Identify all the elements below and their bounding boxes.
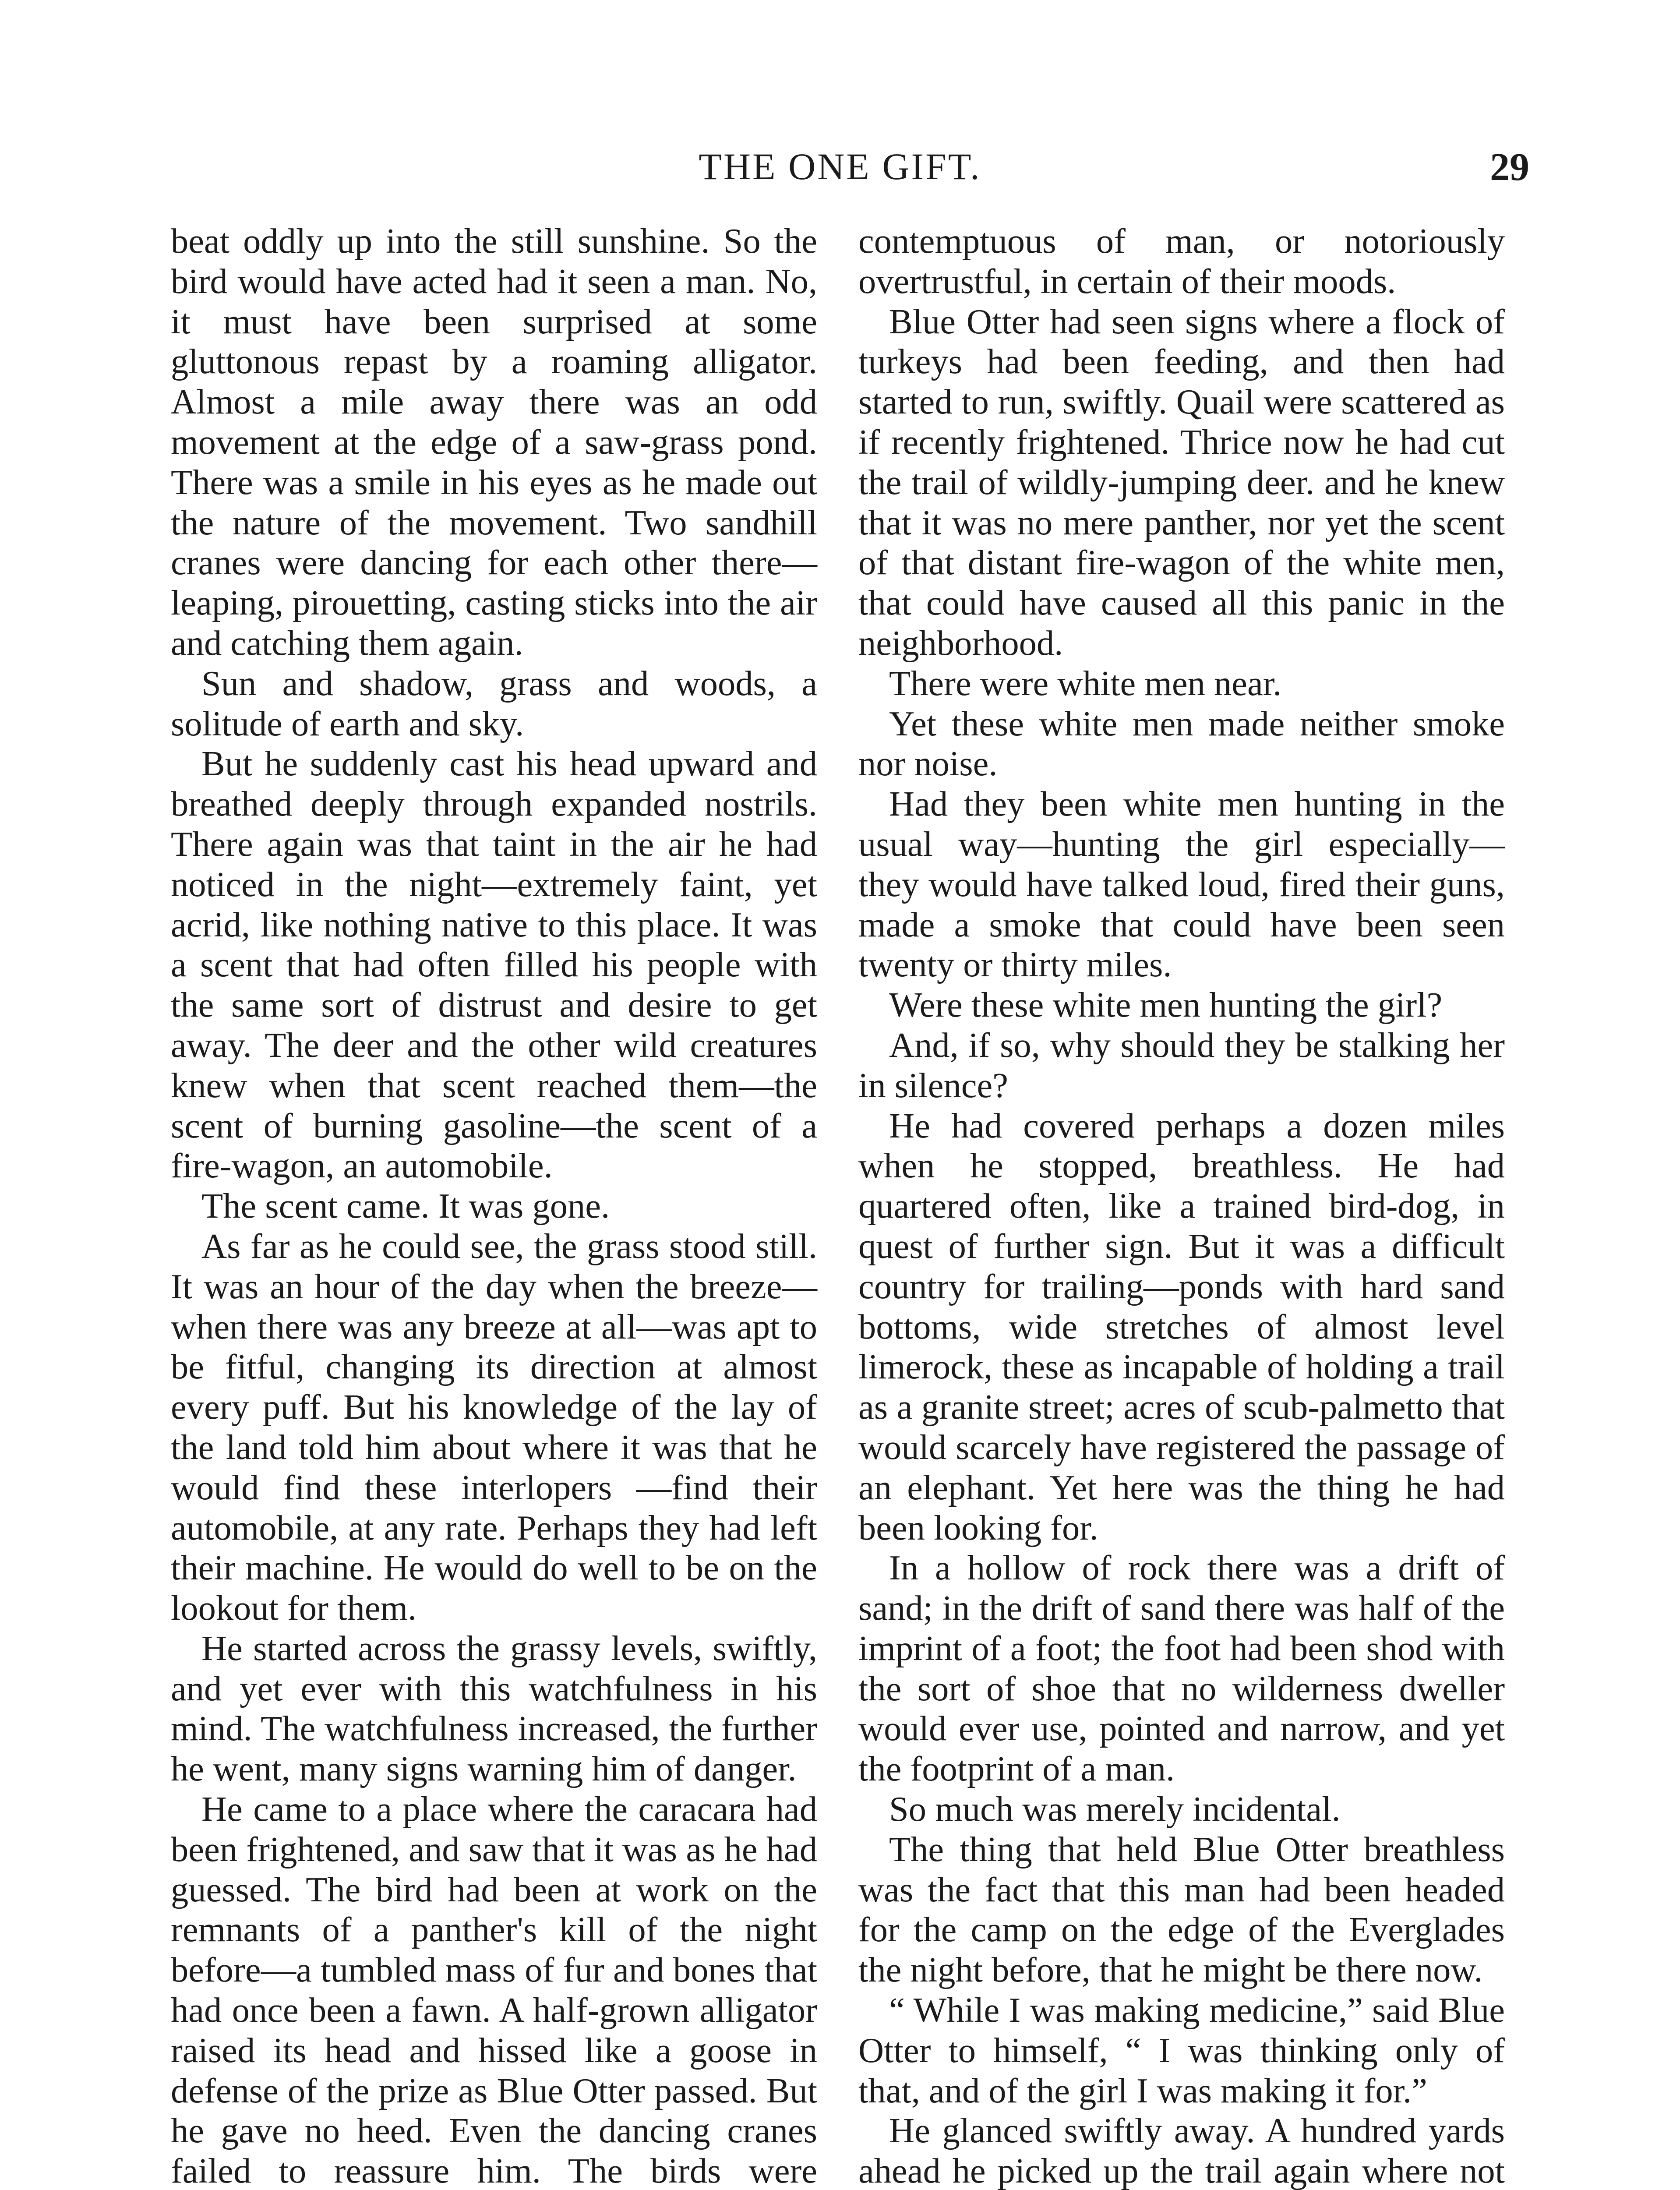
paragraph: As far as he could see, the grass stood still. It was an hour of the day when the breeze—when there was any breeze at all—was apt to be fitful, changing its direction at almost every puff. But his knowledge of the lay of the land told him about where it was that he would find these interlopers —find their automobile, at any rate. Perhaps they had left their machine. He would do well to be on the lookout for them. <box>171 1226 817 1628</box>
paragraph: Yet these white men made neither smoke nor noise. <box>858 704 1505 784</box>
paragraph: Sun and shadow, grass and woods, a solitude of earth and sky. <box>171 664 817 743</box>
paragraph: The thing that held Blue Otter breathless was the fact that this man had been headed for the camp on the edge of the Everglades the night before, that he might be there now. <box>858 1830 1505 1990</box>
paragraph: But he suddenly cast his head upward and breathed deeply through expanded nostrils. There again was that taint in the air he had noticed in the night—extremely faint, yet acrid, like nothing native to this place. It was a scent that had often filled his people with the same sort of distrust and desire to get away. The deer and the other wild creatures knew when that scent reached them—the scent of burning gasoline—the scent of a fire-wagon, an automobile. <box>171 744 817 1186</box>
left-column <box>171 221 817 2190</box>
running-title: THE ONE GIFT. <box>699 145 981 187</box>
paragraph: And, if so, why should they be stalking her in silence? <box>858 1025 1505 1105</box>
paragraph: He glanced swiftly away. A hundred yards ahead he picked up the trail again where not <box>858 2111 1505 2190</box>
right-column <box>858 221 1505 2190</box>
paragraph: Had they been white men hunting in the usual way—hunting the girl especially— they would have talked loud, fired their guns, made a smoke that could have been seen twenty or thirty miles. <box>858 784 1505 985</box>
paragraph: Were these white men hunting the girl? <box>889 986 1443 1025</box>
paragraph: beat oddly up into the still sunshine. So the bird would have acted had it seen a man. No, it must have been surprised at some gluttonous repast by a roaming alligator. Almost a mile away there was an odd movement at the edge of a saw-grass pond. There was a smile in his eyes as he made out the nature of the movement. Two sandhill cranes were dancing for each other there—leaping, pirouetting, casting sticks into the air and catching them again. <box>171 222 817 663</box>
paragraph: There were white men near. <box>889 664 1282 703</box>
paragraph: contemptuous of man, or notoriously overtrustful, in certain of their moods. <box>858 222 1505 301</box>
paragraph: Blue Otter had seen signs where a flock of turkeys had been feeding, and then had started to run, swiftly. Quail were scattered as if recently frightened. Thrice now he had cut the trail of wildly-jumping deer. and he knew that it was no mere panther, nor yet the scent of that distant fire-wagon of the white men, that could have caused all this panic in the neighborhood. <box>858 302 1505 663</box>
paragraph: So much was merely incidental. <box>889 1790 1341 1829</box>
page-header <box>0 145 1680 206</box>
paragraph: The scent came. It was gone. <box>201 1187 610 1226</box>
paragraph: “ While I was making medicine,” said Blue Otter to himself, “ I was thinking only of that, and of the girl I was making it for.” <box>858 1991 1505 2110</box>
paragraph: In a hollow of rock there was a drift of sand; in the drift of sand there was half of the imprint of a foot; the foot had been shod with the sort of shoe that no wilderness dweller would ever use, pointed and narrow, and yet the footprint of a man. <box>858 1548 1505 1789</box>
paragraph: He came to a place where the caracara had been frightened, and saw that it was as he had guessed. The bird had been at work on the remnants of a panther's kill of the night before—a tumbled mass of fur and bones that had once been a fawn. A half-grown alligator raised its head and hissed like a goose in defense of the prize as Blue Otter passed. But he gave no heed. Even the dancing cranes failed to reassure him. The birds were <box>171 1790 817 2190</box>
paragraph: He had covered perhaps a dozen miles when he stopped, breathless. He had quartered often, like a trained bird-dog, in quest of further sign. But it was a difficult country for trailing—ponds with hard sand bottoms, wide stretches of almost level limerock, these as incapable of holding a trail as a granite street; acres of scub-palmetto that would scarcely have registered the passage of an elephant. Yet here was the thing he had been looking for. <box>858 1106 1505 1547</box>
page-number: 29 <box>1490 145 1529 189</box>
paragraph: He started across the grassy levels, swiftly, and yet ever with this watchfulness in his mind. The watchfulness increased, the further he went, many signs warning him of danger. <box>171 1628 817 1789</box>
